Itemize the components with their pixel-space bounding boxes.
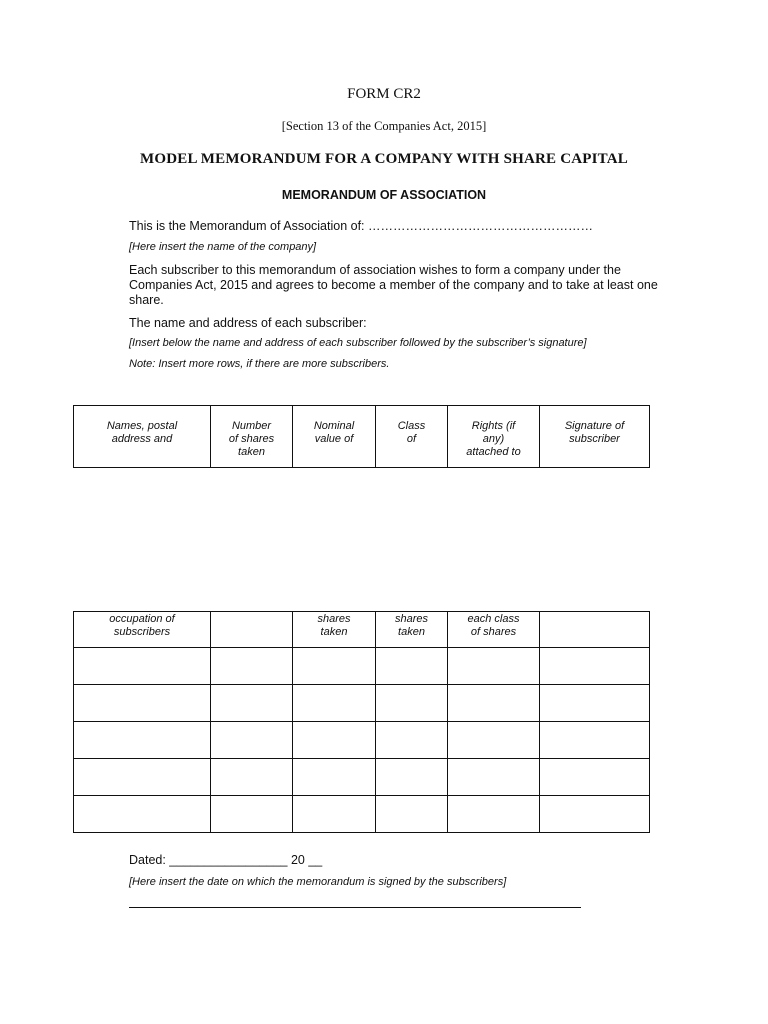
table-row — [74, 722, 650, 759]
table-cell[interactable] — [540, 796, 650, 833]
table-cell[interactable] — [74, 796, 211, 833]
table-cell[interactable] — [448, 722, 540, 759]
table-cell[interactable] — [293, 648, 376, 685]
table-cell[interactable] — [448, 648, 540, 685]
header-cell-class: Class of — [376, 406, 448, 468]
header-cell-names: Names, postal address and — [74, 406, 211, 468]
table-cell[interactable] — [211, 648, 293, 685]
table-cell[interactable] — [448, 685, 540, 722]
table-cell[interactable] — [376, 685, 448, 722]
table-cell[interactable] — [376, 722, 448, 759]
subscriber-table — [73, 611, 650, 833]
table-row — [74, 685, 650, 722]
header-cell-blank-signature — [540, 612, 650, 648]
table-cell[interactable] — [376, 796, 448, 833]
header-cell-signature: Signature of subscriber — [540, 406, 650, 468]
intro-line: This is the Memorandum of Association of: ……………………………………………… — [129, 219, 593, 233]
table-cell[interactable] — [211, 759, 293, 796]
table-cell[interactable] — [211, 796, 293, 833]
table-cell[interactable] — [540, 648, 650, 685]
table-cell[interactable] — [293, 796, 376, 833]
table-row — [74, 796, 650, 833]
dated-line: Dated: _________________ 20 __ — [129, 853, 323, 867]
header-cell-nominal-value: Nominal value of — [293, 406, 376, 468]
header-cell-number-of-shares: Number of shares taken — [211, 406, 293, 468]
table-cell[interactable] — [74, 648, 211, 685]
table-cell[interactable] — [293, 722, 376, 759]
table-cell[interactable] — [376, 759, 448, 796]
table-cell[interactable] — [293, 685, 376, 722]
section-reference: [Section 13 of the Companies Act, 2015] — [281, 119, 487, 133]
form-title: FORM CR2 — [347, 86, 421, 102]
note-more-rows: Note: Insert more rows, if there are more subscribers. — [129, 358, 390, 370]
table-header-row — [74, 406, 650, 468]
table-row — [74, 648, 650, 685]
subscriber-paragraph: Each subscriber to this memorandum of association wishes to form a company under the Companies Act, 2015 and agrees to become a member of the company and to take at least one share. — [129, 263, 658, 307]
document-subheading: MEMORANDUM OF ASSOCIATION — [281, 188, 487, 202]
header-cell-shares-taken-class: shares taken — [376, 612, 448, 648]
header-cell-rights: Rights (if any) attached to — [448, 406, 540, 468]
table-cell[interactable] — [448, 759, 540, 796]
table-cell[interactable] — [540, 759, 650, 796]
table-cell[interactable] — [540, 685, 650, 722]
document-heading: MODEL MEMORANDUM FOR A COMPANY WITH SHARE CAPITAL — [140, 151, 628, 167]
table-cell[interactable] — [211, 722, 293, 759]
name-address-line: The name and address of each subscriber: — [129, 316, 367, 330]
header-cell-each-class: each class of shares — [448, 612, 540, 648]
table-row — [74, 759, 650, 796]
table-cell[interactable] — [448, 796, 540, 833]
table-cell[interactable] — [540, 722, 650, 759]
subscriber-table-header — [73, 405, 650, 468]
table-cell[interactable] — [74, 722, 211, 759]
signature-line[interactable] — [129, 907, 581, 908]
table-cell[interactable] — [211, 685, 293, 722]
note-company-name: [Here insert the name of the company] — [129, 241, 317, 253]
header-cell-occupation: occupation of subscribers — [74, 612, 211, 648]
table-header-continuation-row — [74, 612, 650, 648]
header-cell-shares-taken: shares taken — [293, 612, 376, 648]
table-cell[interactable] — [376, 648, 448, 685]
header-cell-blank — [211, 612, 293, 648]
table-cell[interactable] — [74, 685, 211, 722]
table-cell[interactable] — [293, 759, 376, 796]
note-insert-subscribers: [Insert below the name and address of each subscriber followed by the subscriber’s signature] — [129, 337, 587, 349]
note-date: [Here insert the date on which the memorandum is signed by the subscribers] — [129, 876, 507, 888]
table-cell[interactable] — [74, 759, 211, 796]
